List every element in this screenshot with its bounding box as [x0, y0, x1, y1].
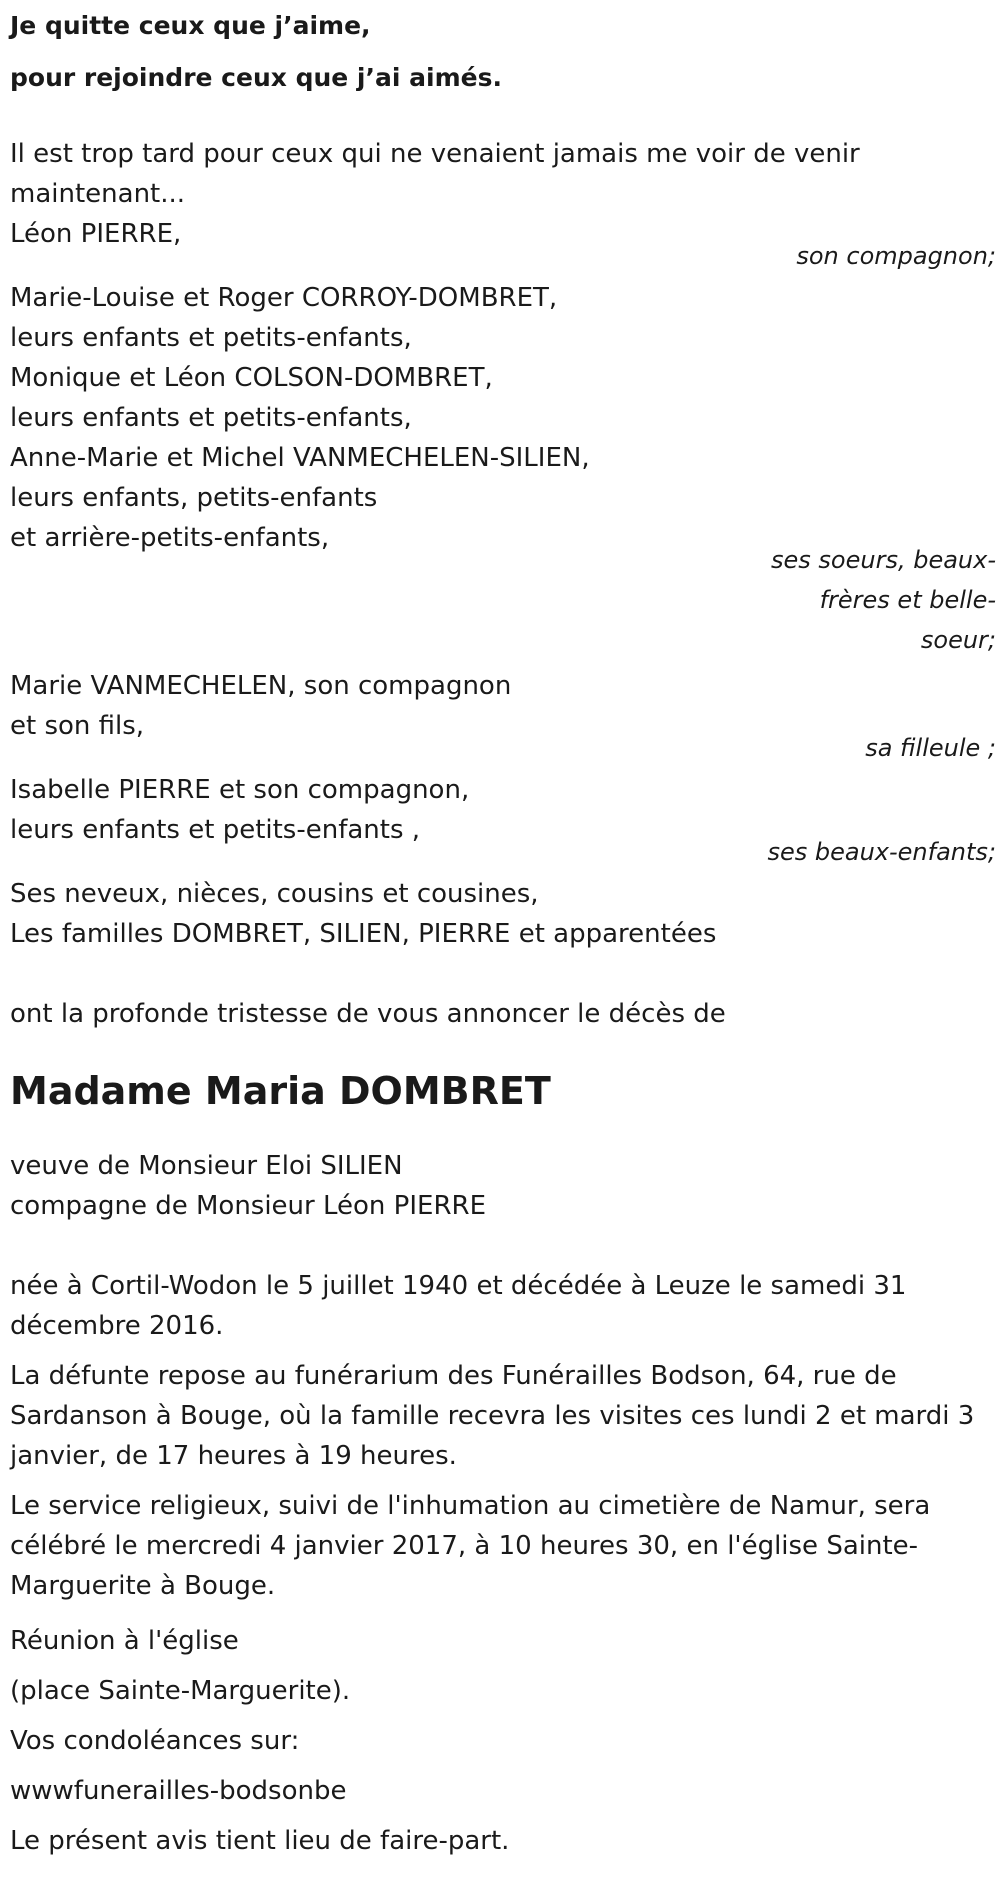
family-group-5	[10, 874, 995, 954]
deceased-name: Madame Maria DOMBRET	[10, 1069, 551, 1113]
birth-death-paragraph	[10, 1266, 995, 1346]
family-group-2	[10, 278, 995, 558]
intro-line: maintenant...	[10, 179, 186, 209]
family-line: et son fils,	[10, 711, 145, 741]
epigraph-line: pour rejoindre ceux que j’ai aimés.	[10, 63, 502, 92]
role-companion: son compagnon;	[796, 242, 996, 270]
family-line: Les familles DOMBRET, SILIEN, PIERRE et apparentées	[10, 919, 717, 949]
intro-paragraph	[10, 134, 995, 214]
closing-line: Le présent avis tient lieu de faire-part.	[10, 1826, 510, 1856]
role-line: ses soeurs, beaux-	[771, 546, 996, 574]
service-paragraph	[10, 1486, 995, 1606]
family-line: Marie-Louise et Roger CORROY-DOMBRET,	[10, 283, 558, 313]
detail-line: Marguerite à Bouge.	[10, 1571, 276, 1601]
obituary-text	[10, 0, 995, 1866]
detail-line: La défunte repose au funérarium des Funérailles Bodson, 64, rue de	[10, 1361, 897, 1391]
role-stepchildren: ses beaux-enfants;	[767, 838, 996, 866]
family-line: Ses neveux, nièces, cousins et cousines,	[10, 879, 539, 909]
detail-line: janvier, de 17 heures à 19 heures.	[10, 1441, 457, 1471]
family-line: Monique et Léon COLSON-DOMBRET,	[10, 363, 493, 393]
family-line: Anne-Marie et Michel VANMECHELEN-SILIEN,	[10, 443, 590, 473]
announcement: ont la profonde tristesse de vous annoncer le décès de	[10, 999, 726, 1029]
family-line: Isabelle PIERRE et son compagnon,	[10, 775, 470, 805]
family-line: Léon PIERRE,	[10, 219, 182, 249]
closing-line: Vos condoléances sur:	[10, 1726, 300, 1756]
detail-line: née à Cortil-Wodon le 5 juillet 1940 et décédée à Leuze le samedi 31	[10, 1271, 907, 1301]
closing-line: Réunion à l'église	[10, 1626, 239, 1656]
relation-line: compagne de Monsieur Léon PIERRE	[10, 1191, 486, 1221]
role-goddaughter: sa filleule ;	[865, 734, 996, 762]
family-line: leurs enfants, petits-enfants	[10, 483, 378, 513]
relations	[10, 1146, 995, 1226]
epigraph-line: Je quitte ceux que j’aime,	[10, 11, 371, 40]
family-line: Marie VANMECHELEN, son compagnon	[10, 671, 512, 701]
epigraph	[10, 0, 995, 104]
condolences-link[interactable]: wwwfunerailles-bodsonbe	[10, 1776, 347, 1806]
detail-line: Sardanson à Bouge, où la famille recevra les visites ces lundi 2 et mardi 3	[10, 1401, 975, 1431]
family-line: et arrière-petits-enfants,	[10, 523, 330, 553]
relation-line: veuve de Monsieur Eloi SILIEN	[10, 1151, 403, 1181]
closing-lines	[10, 1616, 995, 1866]
role-sisters	[10, 540, 996, 660]
role-line: soeur;	[920, 626, 996, 654]
role-line: frères et belle-	[819, 586, 996, 614]
closing-line: (place Sainte-Marguerite).	[10, 1676, 351, 1706]
detail-line: célébré le mercredi 4 janvier 2017, à 10 heures 30, en l'église Sainte-	[10, 1531, 919, 1561]
funerarium-paragraph	[10, 1356, 995, 1476]
family-line: leurs enfants et petits-enfants,	[10, 403, 412, 433]
family-line: leurs enfants et petits-enfants ,	[10, 815, 421, 845]
family-line: leurs enfants et petits-enfants,	[10, 323, 412, 353]
detail-line: décembre 2016.	[10, 1311, 224, 1341]
detail-line: Le service religieux, suivi de l'inhumation au cimetière de Namur, sera	[10, 1491, 931, 1521]
intro-line: Il est trop tard pour ceux qui ne venaient jamais me voir de venir	[10, 139, 860, 169]
